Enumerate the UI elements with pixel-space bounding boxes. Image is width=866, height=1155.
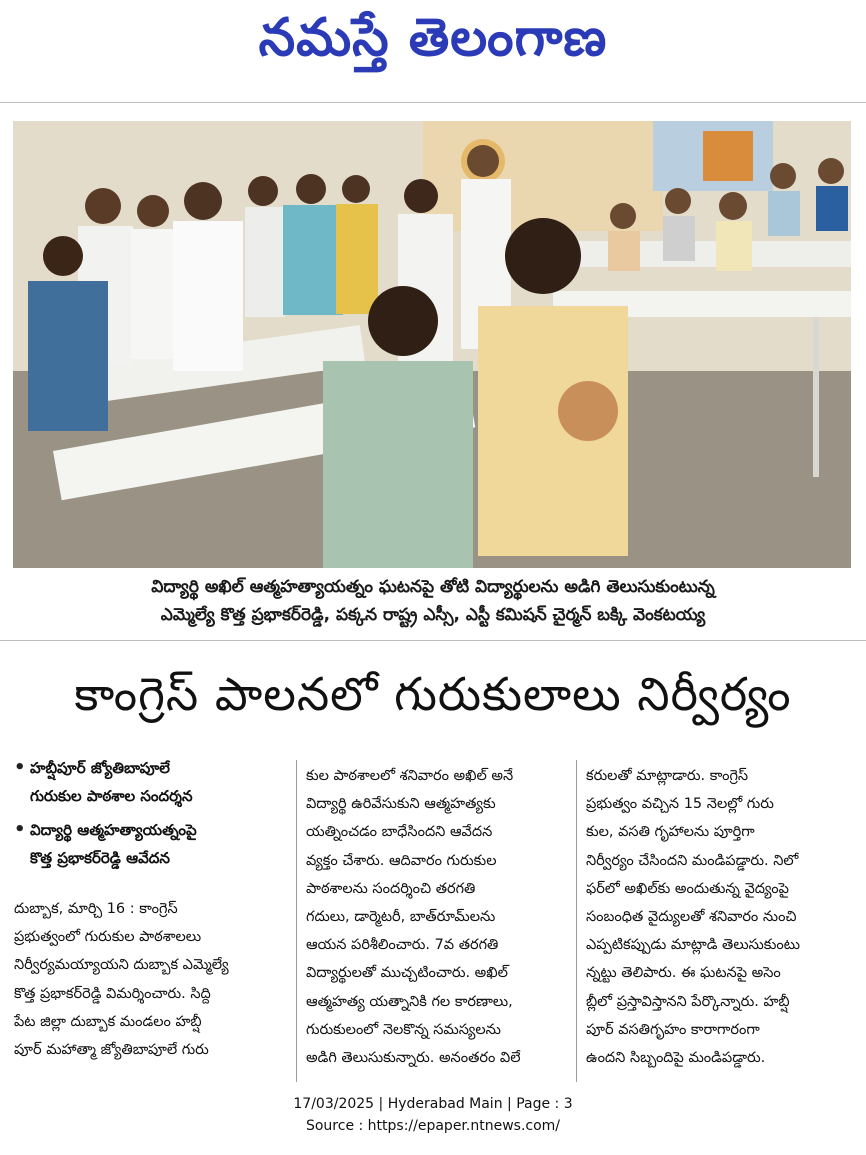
newspaper-logo: నమస్తే తెలంగాణ bbox=[258, 8, 608, 68]
article-line: పాఠశాలను సందర్శించి తరగతి bbox=[306, 880, 476, 897]
article-line: సంబంధిత వైద్యులతో శనివారం నుంచి bbox=[586, 909, 797, 926]
highlight-line: • విద్యార్థి ఆత్మహత్యాయత్నంపై bbox=[30, 821, 197, 839]
article-line: గదులు, డార్మెటరీ, బాత్‌రూమ్‌లను bbox=[306, 909, 496, 926]
article-line: అడిగి తెలుసుకున్నారు. అనంతరం విలే bbox=[306, 1050, 521, 1067]
article-line: ఫర్‌లో అఖిల్‌కు అందుతున్న వైద్యంపై bbox=[586, 880, 789, 897]
article-column-3 bbox=[586, 762, 852, 1072]
article-line: కరులతో మాట్లాడారు. కాంగ్రెస్ bbox=[586, 768, 749, 784]
article-line: కుల, వసతి గృహాలను పూర్తిగా bbox=[586, 824, 755, 841]
classroom-photo-icon bbox=[13, 121, 851, 568]
edition-info: 17/03/2025 | Hyderabad Main | Page : 3 bbox=[293, 1096, 573, 1112]
masthead bbox=[0, 0, 866, 80]
article-line: కుల పాఠశాలలో శనివారం అఖిల్ అనే bbox=[306, 768, 514, 784]
article-line: విద్యార్థి ఉరివేసుకుని ఆత్మహత్యకు bbox=[306, 796, 496, 813]
article-headline: కాంగ్రెస్ పాలనలో గురుకులాలు నిర్వీర్యం bbox=[74, 667, 792, 721]
column-divider bbox=[576, 760, 577, 1082]
article-column-2 bbox=[306, 762, 568, 1072]
photo-caption bbox=[0, 573, 866, 629]
article-line: ప్రభుత్వంలో గురుకుల పాఠశాలలు bbox=[14, 929, 202, 946]
article-line: పేట జిల్లా దుబ్బాక మండలం హబ్షీ bbox=[14, 1013, 202, 1030]
news-photo bbox=[13, 121, 851, 568]
caption-line: విద్యార్థి అఖిల్ ఆత్మహత్యాయత్నం ఘటనపై తోటి విద్యార్థులను అడిగి తెలుసుకుంటున్న bbox=[151, 577, 715, 597]
highlight-line: కొత్త ప్రభాకర్‌రెడ్డి ఆవేదన bbox=[30, 849, 170, 867]
caption-line: ఎమ్మెల్యే కొత్త ప్రభాకర్‌రెడ్డి, పక్కన రాష్ట్ర ఎస్సీ, ఎస్టీ కమిషన్ చైర్మన్ బక్కి వెంకటయ్య bbox=[160, 605, 706, 625]
article-line: ఎప్పటికప్పుడు మాట్లాడి తెలుసుకుంటు bbox=[586, 937, 800, 954]
highlight-item bbox=[14, 816, 294, 872]
highlight-line: గురుకుల పాఠశాల సందర్శన bbox=[30, 787, 193, 805]
article-line: ఉందని సిబ్బందిపై మండిపడ్డారు. bbox=[586, 1050, 766, 1067]
article-line: గురుకులంలో నెలకొన్న సమస్యలను bbox=[306, 1021, 501, 1038]
source-link[interactable]: Source : https://epaper.ntnews.com/ bbox=[305, 1118, 561, 1134]
article-line: న్నట్టు తెలిపారు. ఈ ఘటనపై అసెం bbox=[586, 965, 781, 982]
article-line: దుబ్బాక, మార్చి 16 : కాంగ్రెస్ bbox=[14, 901, 178, 917]
article-line: నిర్వీర్యమయ్యాయని దుబ్బాక ఎమ్మెల్యే bbox=[14, 957, 229, 974]
masthead-divider bbox=[0, 102, 866, 103]
article-line: నిర్వీర్యం చేసిందని మండిపడ్డారు. నిలో bbox=[586, 852, 799, 869]
article-highlights bbox=[14, 754, 294, 878]
article-line: ఆత్మహత్య యత్నానికి గల కారణాలు, bbox=[306, 993, 513, 1010]
article-line: ఆయన పరిశీలించారు. 7వ తరగతి bbox=[306, 937, 499, 954]
article-line: ప్రభుత్వం వచ్చిన 15 నెలల్లో గురు bbox=[586, 796, 774, 813]
article-line: పూర్ వసతిగృహం కారాగారంగా bbox=[586, 1021, 760, 1038]
column-divider bbox=[296, 760, 297, 1082]
article-line: యత్నించడం బాధేసిందని ఆవేదన bbox=[306, 824, 493, 841]
article-line: కొత్త ప్రభాకర్‌రెడ్డి విమర్శించారు. సిద్ది bbox=[14, 985, 211, 1002]
article-line: విద్యార్థులతో ముచ్చటించారు. అఖిల్ bbox=[306, 965, 508, 982]
article-line: బ్లీలో ప్రస్తావిస్తానని పేర్కొన్నారు. హబ్షీ bbox=[586, 993, 790, 1010]
article-line: పూర్ మహాత్మా జ్యోతిబాపూలే గురు bbox=[14, 1042, 209, 1059]
article-line: వ్యక్తం చేశారు. ఆదివారం గురుకుల bbox=[306, 852, 497, 869]
caption-divider bbox=[0, 640, 866, 641]
article-column-1 bbox=[14, 895, 286, 1064]
page-footer bbox=[0, 1093, 866, 1137]
highlight-line: • హబ్షీపూర్ జ్యోతిబాపూలే bbox=[30, 759, 170, 777]
highlight-item bbox=[14, 754, 294, 810]
